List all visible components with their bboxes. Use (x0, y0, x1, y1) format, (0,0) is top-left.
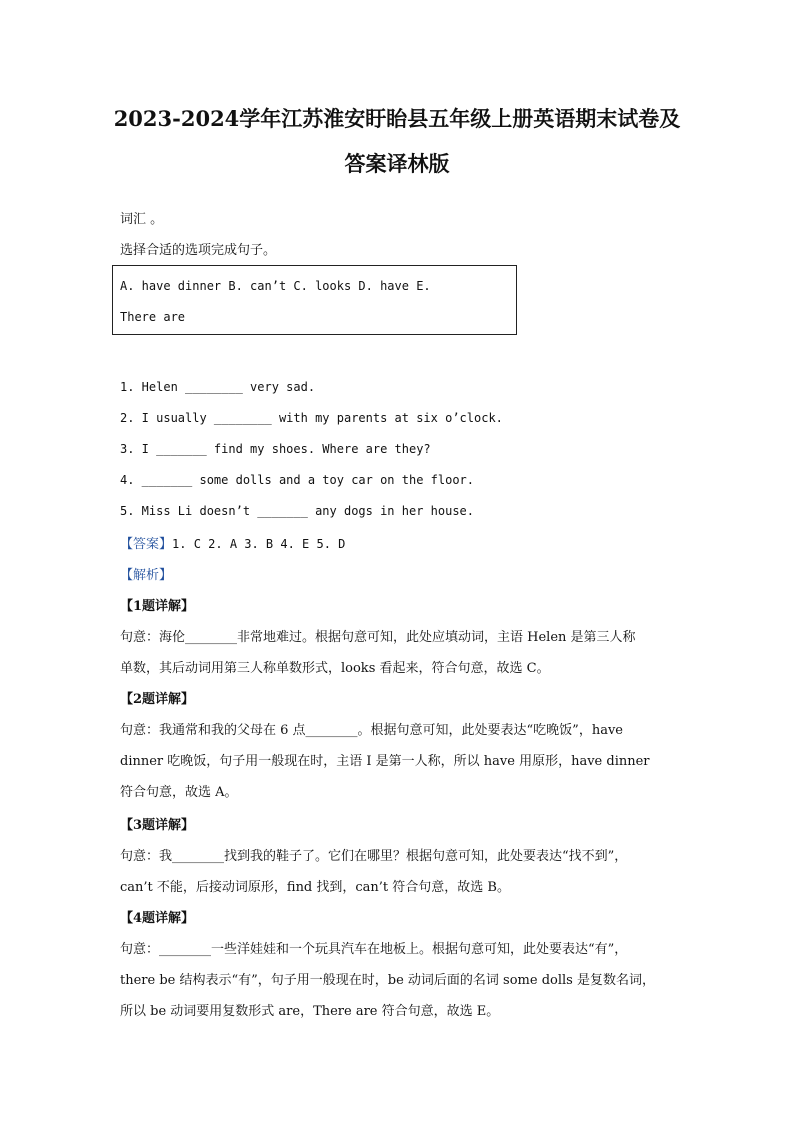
answer-label: 【答案】 (120, 537, 173, 552)
options-line-1: A. have dinner B. can’t C. looks D. have E. (120, 279, 431, 293)
explanation-3-line-1: 句意：我________找到我的鞋子了。它们在哪里？根据句意可知，此处要表达“找不到”， (120, 849, 628, 864)
explanation-3-line-2: can’t 不能，后接动词原形，find 找到，can’t 符合句意，故选 B。 (120, 880, 510, 895)
document-title-line-2: 答案译林版 (344, 151, 450, 176)
section-label: 词汇 。 (120, 212, 164, 227)
document-title-line-1: 2023-2024学年江苏淮安盱眙县五年级上册英语期末试卷及 (113, 106, 681, 131)
answer-text: 1. C 2. A 3. B 4. E 5. D (172, 537, 346, 551)
question-3: 3. I _______ find my shoes. Where are they? (120, 442, 431, 456)
explanation-4-line-1: 句意：________一些洋娃娃和一个玩具汽车在地板上。根据句意可知，此处要表达“有”， (120, 942, 628, 957)
explanation-4-heading: 【4题详解】 (120, 911, 195, 926)
analysis-label: 【解析】 (120, 568, 173, 583)
explanation-2-line-1: 句意：我通常和我的父母在 6 点________。根据句意可知，此处要表达“吃晚饭”，have (120, 723, 623, 738)
explanation-2-line-3: 符合句意，故选 A。 (120, 785, 238, 800)
instruction-text: 选择合适的选项完成句子。 (120, 243, 277, 258)
question-2: 2. I usually ________ with my parents at six o’clock. (120, 411, 503, 425)
question-4: 4. _______ some dolls and a toy car on the floor. (120, 473, 475, 487)
explanation-4-line-2: there be 结构表示“有”，句子用一般现在时，be 动词后面的名词 some dolls 是复数名词， (120, 973, 655, 988)
options-box (112, 265, 517, 335)
answer-row (120, 533, 345, 552)
question-1: 1. Helen ________ very sad. (120, 380, 316, 394)
explanation-2-line-2: dinner 吃晚饭，句子用一般现在时，主语 I 是第一人称，所以 have 用原形，have dinner (120, 754, 650, 769)
explanation-1-heading: 【1题详解】 (120, 599, 195, 614)
explanation-1-line-2: 单数，其后动词用第三人称单数形式，looks 看起来，符合句意，故选 C。 (120, 661, 550, 676)
explanation-2-heading: 【2题详解】 (120, 692, 195, 707)
explanation-1-line-1: 句意：海伦________非常地难过。根据句意可知，此处应填动词，主语 Helen 是第三人称 (120, 630, 636, 645)
explanation-3-heading: 【3题详解】 (120, 818, 195, 833)
explanation-4-line-3: 所以 be 动词要用复数形式 are，There are 符合句意，故选 E。 (120, 1004, 500, 1019)
question-5: 5. Miss Li doesn’t _______ any dogs in her house. (120, 504, 475, 518)
options-line-2: There are (120, 310, 186, 324)
